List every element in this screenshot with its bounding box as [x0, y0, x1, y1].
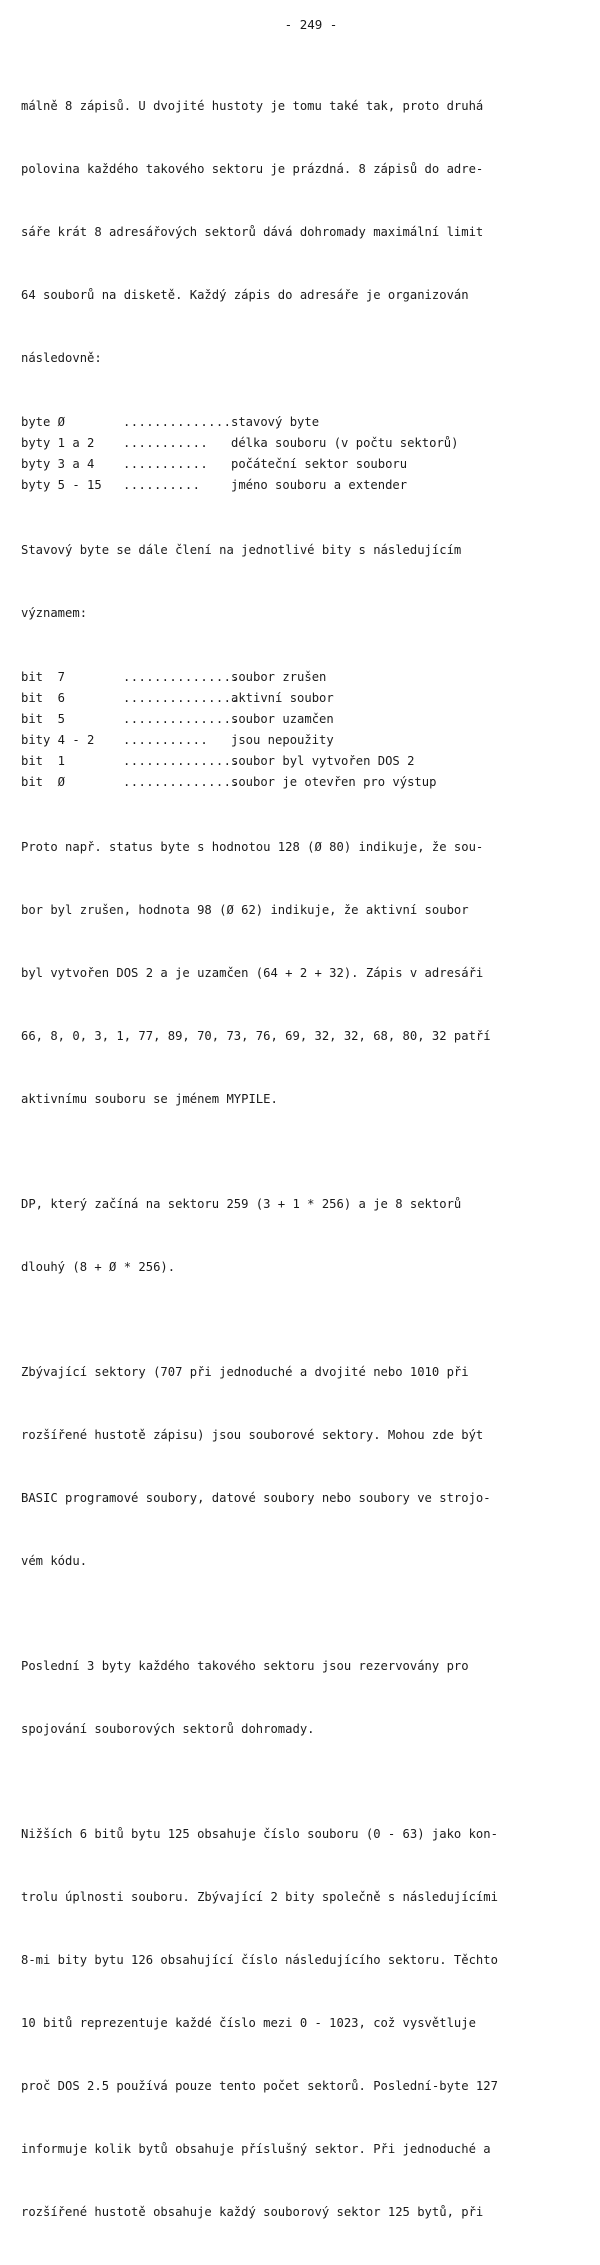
row-label: bit 7	[21, 670, 66, 684]
text-line: rozšířené hustotě zápisu) jsou souborové sektory. Mohou zde být	[21, 1428, 484, 1442]
text-line: Stavový byte se dále člení na jednotlivé bity s následujícím	[21, 543, 462, 557]
text-line: dlouhý (8 + Ø * 256).	[21, 1260, 176, 1274]
text-line: Zbývající sektory (707 při jednoduché a dvojité nebo 1010 při	[21, 1365, 469, 1379]
page-number: - 249 -	[284, 17, 338, 32]
leader-dots: ...............	[123, 712, 240, 726]
leader-dots: ...............	[123, 775, 240, 789]
paragraph-dp	[21, 1152, 581, 1320]
table-row	[21, 667, 581, 688]
row-description: stavový byte	[231, 415, 320, 429]
row-description: soubor byl vytvořen DOS 2	[231, 754, 415, 768]
text-line: sáře krát 8 adresářových sektorů dává dohromady maximální limit	[21, 225, 484, 239]
row-description: soubor je otevřen pro výstup	[231, 775, 437, 789]
leader-dots: ..............	[123, 415, 232, 429]
paragraph-last-bytes	[21, 1614, 581, 1782]
text-line: málně 8 zápisů. U dvojité hustoty je tomu také tak, proto druhá	[21, 99, 484, 113]
row-description: délka souboru (v počtu sektorů)	[231, 436, 459, 450]
directory-entry-table	[21, 412, 581, 496]
text-line: proč DOS 2.5 používá pouze tento počet sektorů. Poslední-byte 127	[21, 2079, 498, 2093]
table-row	[21, 454, 581, 475]
status-bits-table	[21, 667, 581, 793]
row-label: byty 5 - 15	[21, 478, 102, 492]
leader-dots: ...............	[123, 691, 240, 705]
row-label: bity 4 - 2	[21, 733, 95, 747]
table-row	[21, 709, 581, 730]
paragraph-status-byte	[21, 498, 581, 666]
text-line: polovina každého takového sektoru je prázdná. 8 zápisů do adre-	[21, 162, 484, 176]
leader-dots: ...............	[123, 670, 240, 684]
row-label: bit Ø	[21, 775, 66, 789]
table-row	[21, 751, 581, 772]
text-line: informuje kolik bytů obsahuje příslušný sektor. Při jednoduché a	[21, 2142, 491, 2156]
row-label: byty 3 a 4	[21, 457, 95, 471]
text-line: vém kódu.	[21, 1554, 88, 1568]
text-line: Nižších 6 bitů bytu 125 obsahuje číslo souboru (0 - 63) jako kon-	[21, 1827, 498, 1841]
table-row	[21, 433, 581, 454]
leader-dots: ...........	[123, 457, 209, 471]
table-row	[21, 730, 581, 751]
text-line: 64 souborů na disketě. Každý zápis do adresáře je organizován	[21, 288, 469, 302]
row-description: soubor uzamčen	[231, 712, 334, 726]
text-line: 10 bitů reprezentuje každé číslo mezi 0 - 1023, což vysvětluje	[21, 2016, 476, 2030]
text-line: významem:	[21, 606, 88, 620]
text-line: byl vytvořen DOS 2 a je uzamčen (64 + 2 + 32). Zápis v adresáři	[21, 966, 484, 980]
leader-dots: ...............	[123, 754, 240, 768]
row-description: jsou nepoužity	[231, 733, 334, 747]
row-description: jméno souboru a extender	[231, 478, 408, 492]
row-description: aktivní soubor	[231, 691, 334, 705]
row-label: byte Ø	[21, 415, 66, 429]
text-line: bor byl zrušen, hodnota 98 (Ø 62) indikuje, že aktivní soubor	[21, 903, 469, 917]
text-line: Poslední 3 byty každého takového sektoru jsou rezervovány pro	[21, 1659, 469, 1673]
text-line: rozšířené hustotě obsahuje každý souborový sektor 125 bytů, při	[21, 2205, 484, 2219]
paragraph-byte-details	[21, 1782, 581, 2265]
row-description: soubor zrušen	[231, 670, 327, 684]
text-line: DP, který začíná na sektoru 259 (3 + 1 * 256) a je 8 sektorů	[21, 1197, 462, 1211]
table-row	[21, 772, 581, 793]
row-label: bit 5	[21, 712, 66, 726]
table-row	[21, 475, 581, 496]
table-row	[21, 412, 581, 433]
text-line: trolu úplnosti souboru. Zbývající 2 bity společně s následujícími	[21, 1890, 498, 1904]
row-description: počáteční sektor souboru	[231, 457, 408, 471]
text-line: 8-mi bity bytu 126 obsahující číslo následujícího sektoru. Těchto	[21, 1953, 498, 1967]
row-label: bit 6	[21, 691, 66, 705]
leader-dots: ..........	[123, 478, 201, 492]
paragraph-example	[21, 795, 581, 1152]
row-label: bit 1	[21, 754, 66, 768]
text-line: spojování souborových sektorů dohromady.	[21, 1722, 315, 1736]
paragraph-remaining-sectors	[21, 1320, 581, 1614]
table-row	[21, 688, 581, 709]
leader-dots: ...........	[123, 436, 209, 450]
leader-dots: ...........	[123, 733, 209, 747]
row-label: byty 1 a 2	[21, 436, 95, 450]
text-line: aktivnímu souboru se jménem MYPILE.	[21, 1092, 278, 1106]
text-line: BASIC programové soubory, datové soubory nebo soubory ve strojo-	[21, 1491, 491, 1505]
text-line: následovně:	[21, 351, 102, 365]
text-line: Proto např. status byte s hodnotou 128 (Ø 80) indikuje, že sou-	[21, 840, 484, 854]
document-page	[21, 14, 581, 2265]
paragraph-directory-intro	[21, 54, 581, 411]
text-line: 66, 8, 0, 3, 1, 77, 89, 70, 73, 76, 69, 32, 32, 68, 80, 32 patří	[21, 1029, 491, 1043]
